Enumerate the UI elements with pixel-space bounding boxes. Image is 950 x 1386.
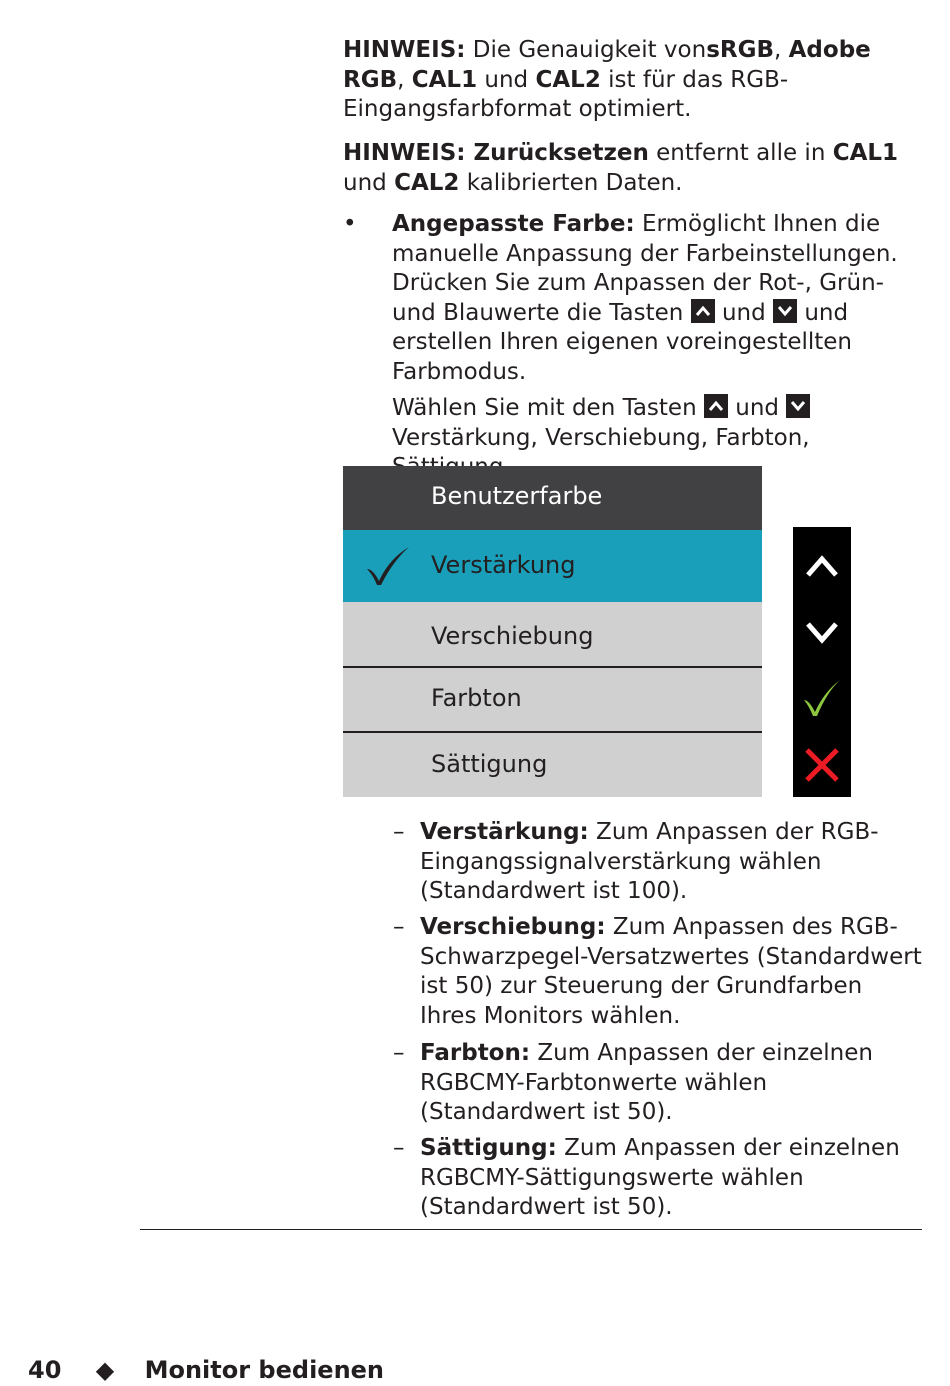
detail-term: Sättigung: [420,1135,557,1161]
note-label: HINWEIS: [343,140,466,166]
page-number: 40 [28,1356,62,1384]
note-bold: CAL1 [832,140,899,166]
up-key-icon [691,299,715,323]
down-icon [804,618,840,646]
note-bold: CAL2 [535,66,601,93]
down-key-icon [786,394,810,418]
up-key-icon [704,394,728,418]
note-bold: CAL2 [394,169,460,196]
detail-desc: Zum Anpassen des RGB-Schwarzpegel-Versatzwertes (Standardwert ist 50) zur Steuerung der Grundfarben Ihres Monitors wählen. [420,914,922,1029]
note-1 [343,36,913,125]
bullet-text: und [714,299,774,326]
note-bold: Adobe RGB [343,37,871,93]
detail-text [420,1039,923,1128]
down-button[interactable] [793,607,851,657]
footer-rule [140,1229,922,1230]
bullet-text: und [727,395,787,421]
detail-desc: Zum Anpassen der einzelnen RGBCMY-Farbtonwerte wählen (Standardwert ist 50). [420,1040,873,1125]
bullet-term: Angepasste Farbe: [392,211,635,237]
detail-item [393,913,923,1031]
diamond-icon: ◆ [95,1356,115,1384]
menu-item-label: Verstärkung [431,551,576,579]
bullet-symbol: • [343,211,357,237]
note-text: kalibrierten Daten. [459,169,683,196]
detail-desc: Zum Anpassen der einzelnen RGBCMY-Sättigungswerte wählen (Standardwert ist 50). [420,1135,900,1220]
bullet-text: Verstärkung, Verschiebung, Farbton, [392,424,810,451]
note-text: entfernt alle in [648,140,833,166]
menu-header [343,466,762,530]
menu-item-label: Farbton [431,684,522,712]
menu-header-label: Benutzerfarbe [431,482,603,510]
menu-item-label: Sättigung [431,750,548,778]
dash-marker: – [393,914,405,940]
down-key-icon [773,299,797,323]
note-2 [343,139,923,198]
detail-item [393,1039,923,1128]
note-bold: Zurücksetzen [465,140,649,166]
menu-item-farbton[interactable] [343,668,762,731]
dash-marker: – [393,1040,405,1066]
bullet-paragraph [392,210,912,387]
note-text: und [477,66,536,93]
detail-text [420,913,923,1031]
note-text: ist für das RGB-Eingangsfarbformat optimiert. [343,66,789,122]
close-icon [804,747,840,783]
confirm-button[interactable] [793,673,851,723]
exit-button[interactable] [793,740,851,790]
check-icon [802,678,842,718]
dash-marker: – [393,819,405,845]
note-label: HINWEIS: [343,37,466,63]
bullet-text: Ermöglicht Ihnen die manuelle Anpassung der Farbeinstellungen. Drücken Sie zum Anpassen der Rot-, Grün- und Blauwerte die Tasten [392,211,898,326]
bullet-text: Wählen Sie mit den Tasten [392,395,704,421]
menu-item-label: Verschiebung [431,622,594,650]
note-text: , [397,66,412,93]
note-text: , [774,37,789,63]
dash-marker: – [393,1135,405,1161]
detail-term: Verschiebung: [420,914,606,940]
menu-item-saettigung[interactable] [343,733,762,797]
menu-item-verschiebung[interactable] [343,602,762,667]
detail-text [420,818,923,907]
bullet-text: und erstellen Ihren eigenen voreingestellten Farbmodus. [392,299,853,385]
note-bold: sRGB [706,37,774,63]
footer [28,1356,384,1386]
section-title: Monitor bedienen [144,1356,385,1384]
detail-term: Farbton: [420,1040,531,1066]
detail-desc: Zum Anpassen der RGB-Eingangssignalverstärkung wählen (Standardwert ist 100). [420,819,879,904]
up-icon [804,551,840,579]
detail-item [393,1134,923,1223]
up-button[interactable] [793,540,851,590]
note-bold: CAL1 [411,66,478,93]
detail-text [420,1134,923,1223]
detail-term: Verstärkung: [420,819,589,845]
note-text: und [343,169,395,196]
note-text: Die Genauigkeit von [465,37,707,63]
detail-item [393,818,923,907]
menu-item-verstaerkung[interactable] [343,530,762,602]
